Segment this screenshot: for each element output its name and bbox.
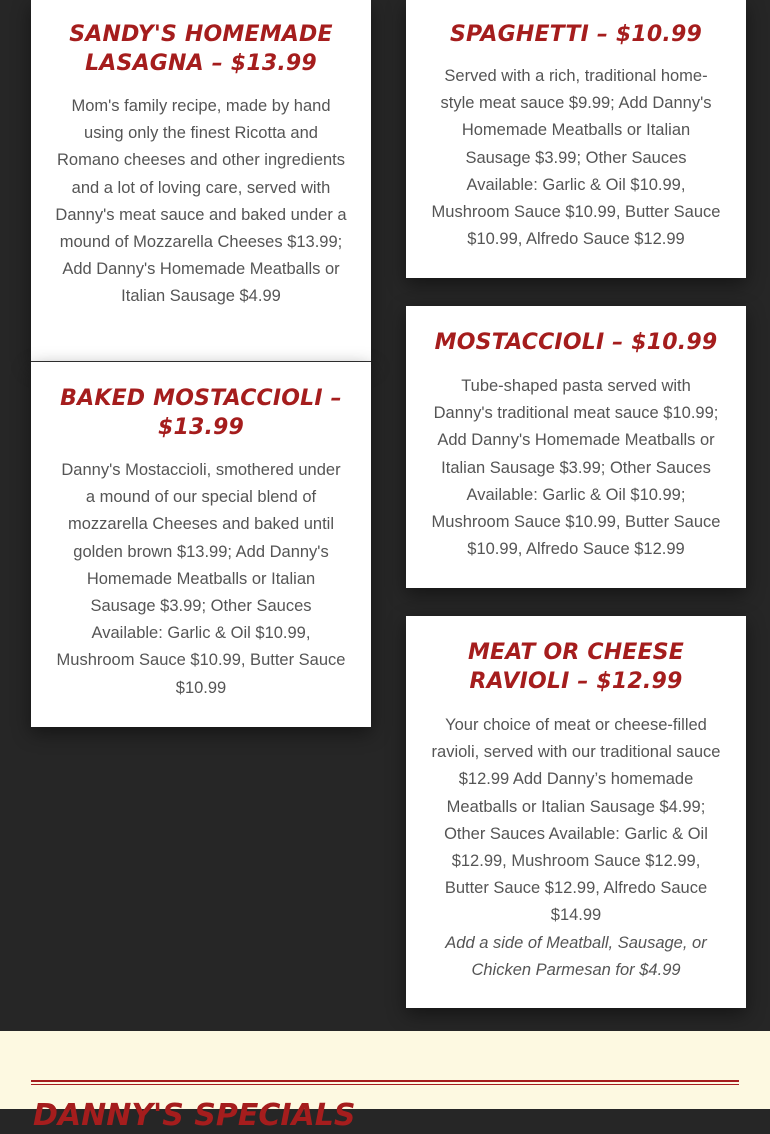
specials-section (0, 1031, 770, 1133)
menu-item-description: Tube-shaped pasta served with Danny's traditional meat sauce $10.99; Add Danny's Homemade Meatballs or Italian Sausage $3.99; Other Sauces Available: Garlic & Oil $10.99; Mushroom Sauce $10.99, Butter Sauce $10.99, Alfredo Sauce $12.99 (431, 377, 721, 559)
section-divider (31, 1080, 739, 1082)
specials-heading: DANNY'S SPECIALS (33, 1098, 356, 1133)
menu-item-lasagna (31, 0, 371, 362)
section-divider-thin (31, 1084, 739, 1085)
menu-item-note: Add a side of Meatball, Sausage, or Chicken Parmesan for $4.99 (445, 933, 707, 979)
menu-item-spaghetti (406, 0, 746, 278)
menu-item-description: Mom's family recipe, made by hand using only the finest Ricotta and Romano cheeses and other ingredients and a lot of loving care, served with Danny's meat sauce and baked under a mound of Mozzarella Cheeses $13.99; Add Danny's Homemade Meatballs or Italian Sausage $4.99 (55, 97, 347, 306)
menu-item-description: Danny's Mostaccioli, smothered under a mound of our special blend of mozzarella Cheeses and baked until golden brown $13.99; Add Danny's Homemade Meatballs or Italian Sausage $3.99; Other Sauces Available: Garlic & Oil $10.99, Mushroom Sauce $10.99, Butter Sauce $10.99 (56, 461, 346, 697)
menu-item-title: SPAGHETTI – $10.99 (450, 22, 702, 47)
menu-item-description: Your choice of meat or cheese-filled ravioli, served with our traditional sauce $12.99 Add Danny’s homemade Meatballs or Italian Sausage $4.99; Other Sauces Available: Garlic & Oil $12.99, Mushroom Sauce $12.99, Butter Sauce $12.99, Alfredo Sauce $14.99 (431, 716, 721, 925)
menu-item-title: MOSTACCIOLI – $10.99 (434, 330, 718, 355)
menu-item-title: SANDY'S HOMEMADE LASAGNA – $13.99 (69, 22, 333, 76)
menu-item-baked-mostaccioli (31, 362, 371, 727)
menu-item-title: BAKED MOSTACCIOLI – $13.99 (60, 386, 342, 440)
menu-item-mostaccioli (406, 306, 746, 588)
menu-item-title: MEAT OR CHEESE RAVIOLI – $12.99 (467, 640, 685, 694)
menu-item-description: Served with a rich, traditional home-style meat sauce $9.99; Add Danny's Homemade Meatballs or Italian Sausage $3.99; Other Sauces Available: Garlic & Oil $10.99, Mushroom Sauce $10.99, Butter Sauce $10.99, Alfredo Sauce $12.99 (431, 67, 721, 249)
menu-item-ravioli (406, 616, 746, 1008)
